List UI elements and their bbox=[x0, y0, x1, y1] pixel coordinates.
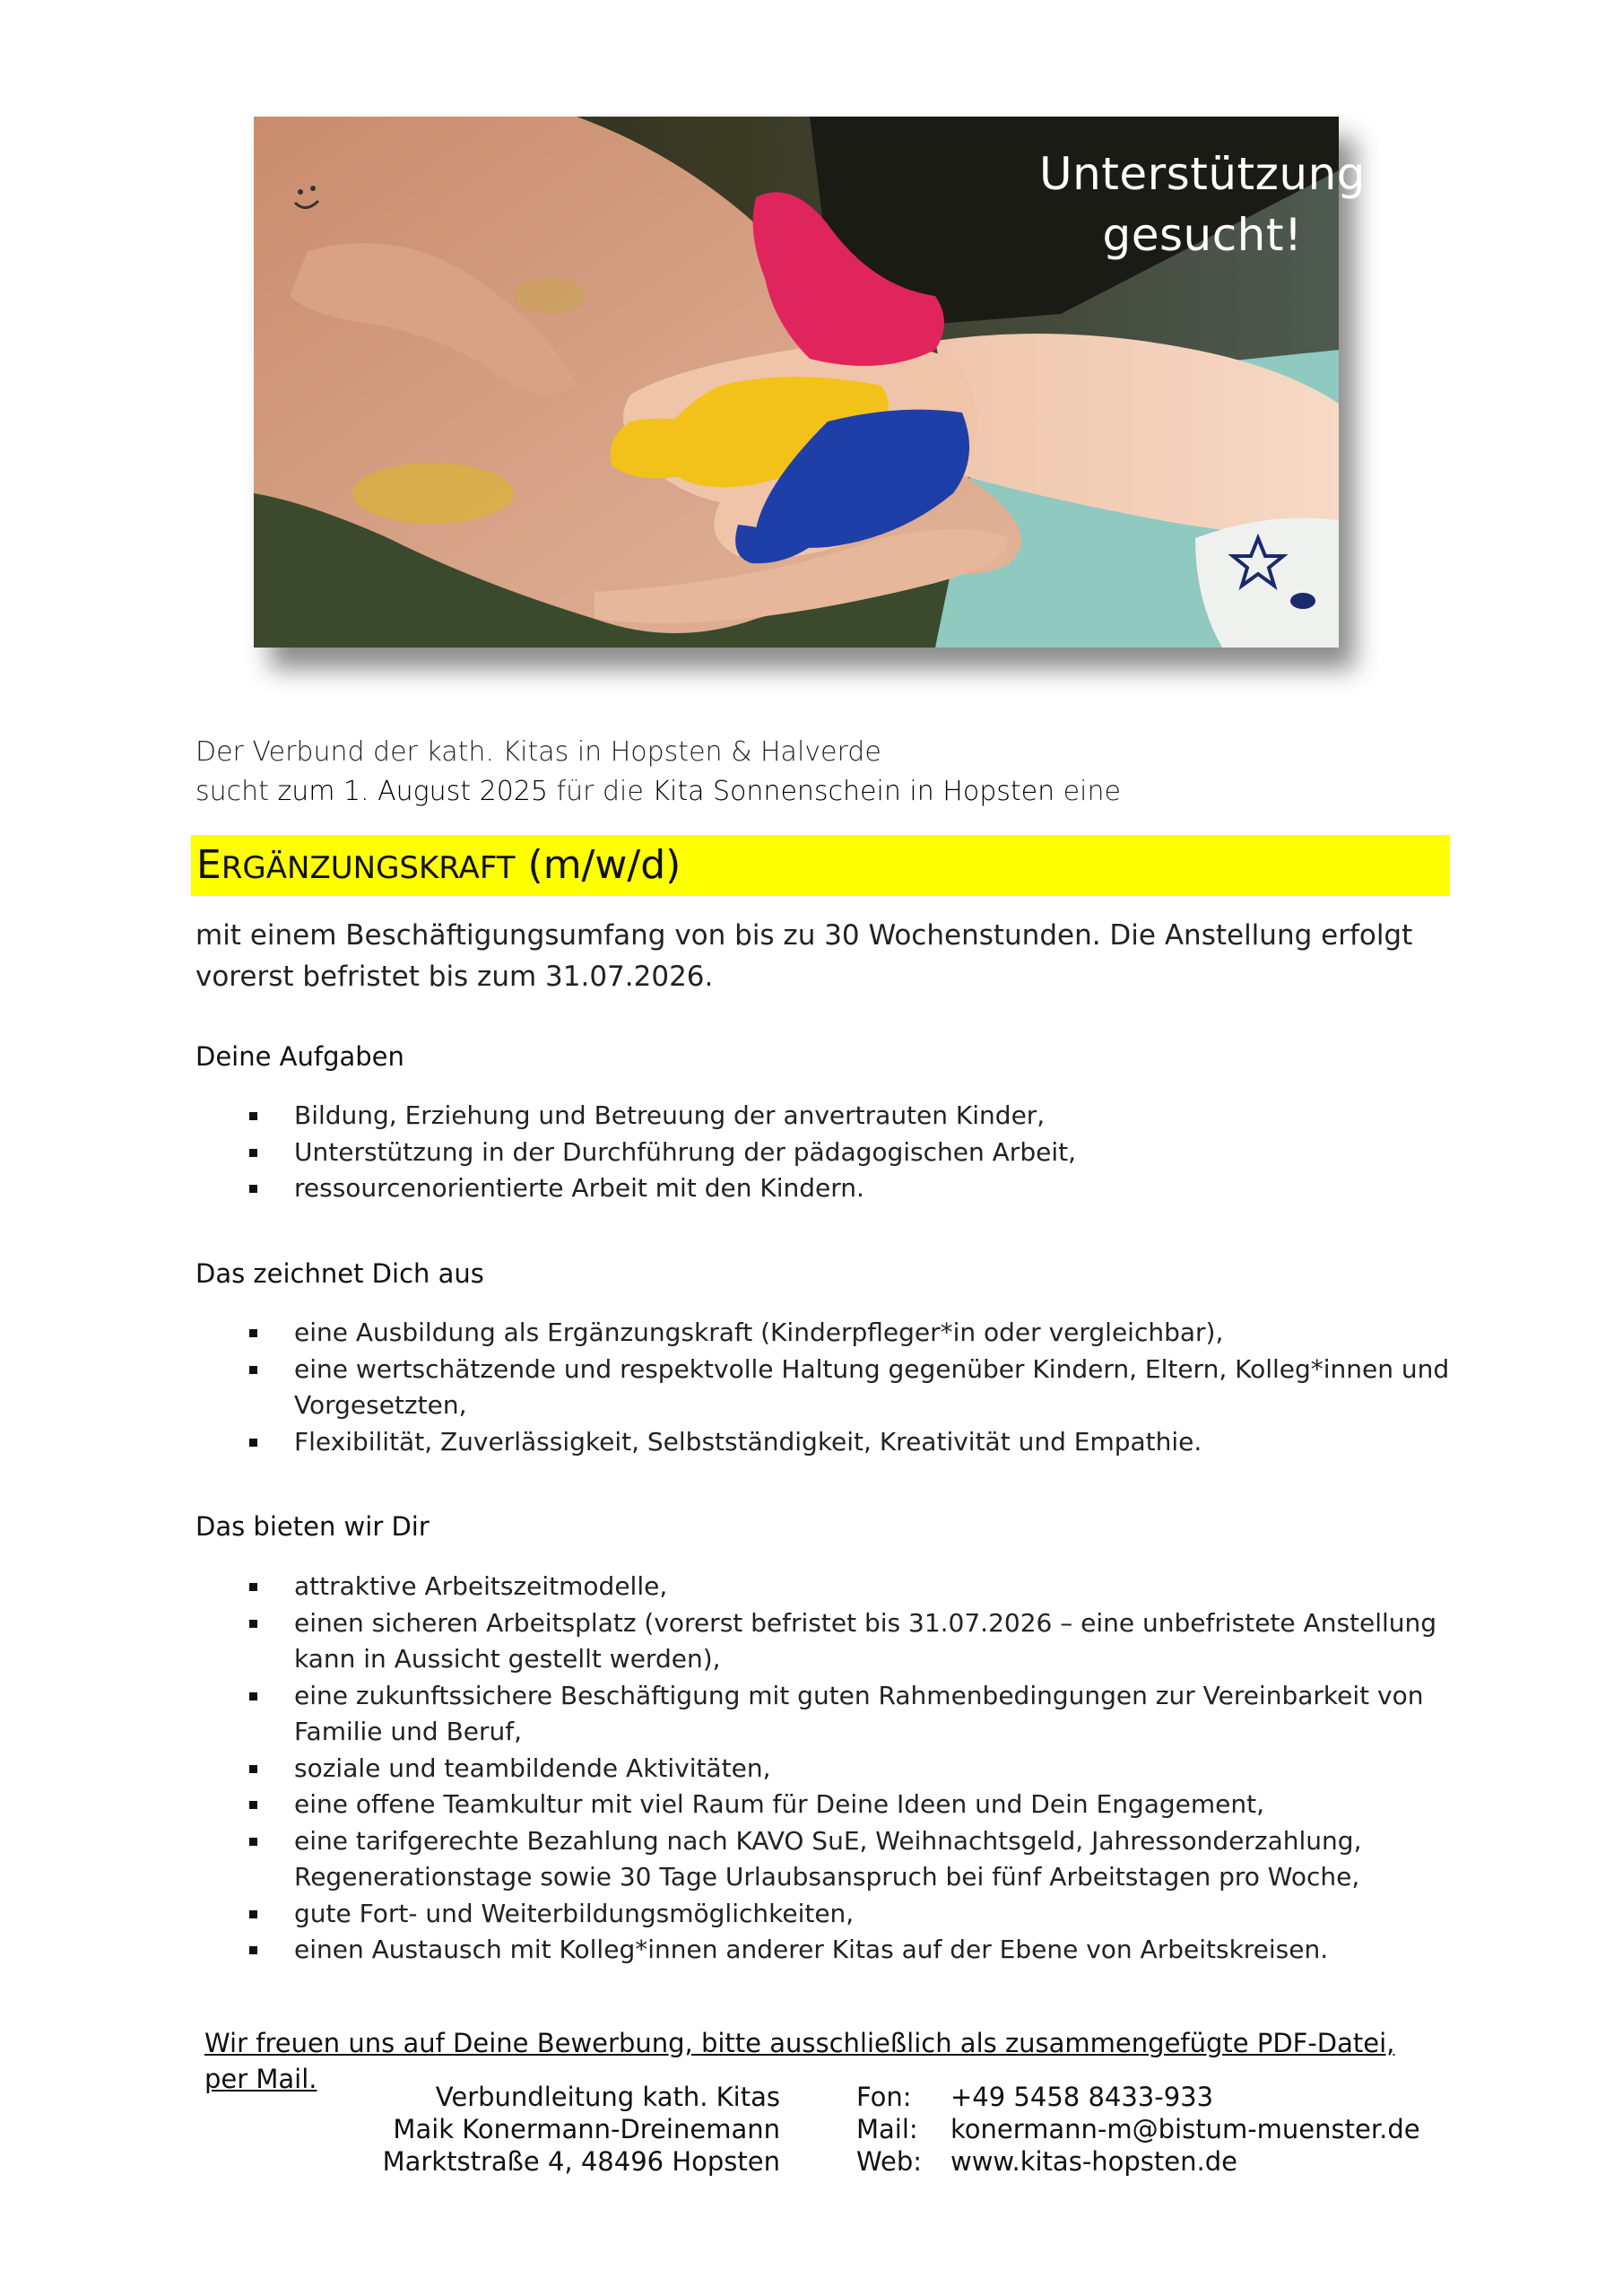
list-item: eine wertschätzende und respektvolle Haltung gegenüber Kindern, Eltern, Kolleg*innen und Vorgesetzten, bbox=[195, 1352, 1451, 1424]
job-title bbox=[191, 835, 1450, 896]
list-item: Unterstützung in der Durchführung der pädagogischen Arbeit, bbox=[195, 1135, 1451, 1171]
offer-heading: Das bieten wir Dir bbox=[195, 1511, 430, 1542]
intro-text bbox=[195, 733, 1451, 812]
start-date: zum 1. August 2025 bbox=[277, 776, 548, 807]
list-item: eine tarifgerechte Bezahlung nach KAVO SuE, Weihnachtsgeld, Jahressonderzahlung, Regenerationstage sowie 30 Tage Urlaubsanspruch bei fünf Arbeitstagen pro Woche, bbox=[195, 1823, 1451, 1896]
contact-web-row bbox=[856, 2145, 1484, 2178]
mail-label: Mail: bbox=[856, 2114, 918, 2144]
job-title-gender: (m/w/d) bbox=[515, 842, 681, 888]
list-item: Bildung, Erziehung und Betreuung der anvertrauten Kinder, bbox=[195, 1098, 1451, 1135]
list-item: gute Fort- und Weiterbildungsmöglichkeiten, bbox=[195, 1896, 1451, 1933]
phone-number[interactable]: +49 5458 8433-933 bbox=[950, 2082, 1214, 2112]
list-item: eine offene Teamkultur mit viel Raum für Deine Ideen und Dein Engagement, bbox=[195, 1787, 1451, 1823]
hero-title bbox=[1023, 144, 1382, 265]
list-item: attraktive Arbeitszeitmodelle, bbox=[195, 1569, 1451, 1605]
list-item: ressourcenorientierte Arbeit mit den Kindern. bbox=[195, 1170, 1451, 1207]
list-item: soziale und teambildende Aktivitäten, bbox=[195, 1751, 1451, 1787]
intro-line-2 bbox=[195, 772, 1451, 812]
hero-title-line2: gesucht! bbox=[1102, 209, 1303, 261]
contact-name: Maik Konermann-Dreinemann bbox=[393, 2114, 780, 2144]
hero-title-line1: Unterstützung bbox=[1038, 148, 1367, 200]
tasks-list bbox=[195, 1098, 1451, 1207]
tasks-heading: Deine Aufgaben bbox=[195, 1041, 404, 1072]
contact-address: Marktstraße 4, 48496 Hopsten bbox=[382, 2146, 780, 2177]
intro-fuer-die: für die bbox=[547, 776, 653, 807]
contact-phone-row bbox=[856, 2081, 1484, 2113]
contact-address-block bbox=[323, 2081, 780, 2178]
offer-list bbox=[195, 1569, 1451, 1969]
list-item: einen sicheren Arbeitsplatz (vorerst befristet bis 31.07.2026 – eine unbefristete Anstellung kann in Aussicht gestellt werden), bbox=[195, 1605, 1451, 1678]
phone-label: Fon: bbox=[856, 2082, 912, 2112]
web-label: Web: bbox=[856, 2146, 922, 2177]
intro-line-1: Der Verbund der kath. Kitas in Hopsten & Halverde bbox=[195, 736, 881, 768]
intro-sucht: sucht bbox=[195, 776, 278, 807]
job-title-smallcaps: RGÄNZUNGSKRAFT bbox=[221, 850, 516, 886]
list-item: eine zukunftssichere Beschäftigung mit guten Rahmenbedingungen zur Vereinbarkeit von Familie und Beruf, bbox=[195, 1678, 1451, 1751]
hero-image bbox=[254, 117, 1367, 648]
job-title-initial: E bbox=[196, 842, 221, 888]
kita-name: Kita Sonnenschein in Hopsten bbox=[652, 776, 1055, 807]
profile-heading: Das zeichnet Dich aus bbox=[195, 1258, 484, 1289]
list-item: eine Ausbildung als Ergänzungskraft (Kinderpfleger*in oder vergleichbar), bbox=[195, 1315, 1451, 1352]
contact-details bbox=[856, 2081, 1484, 2178]
intro-eine: eine bbox=[1055, 776, 1121, 807]
list-item: einen Austausch mit Kolleg*innen anderer Kitas auf der Ebene von Arbeitskreisen. bbox=[195, 1932, 1451, 1969]
email-link[interactable]: konermann-m@bistum-muenster.de bbox=[950, 2114, 1420, 2144]
website-link[interactable]: www.kitas-hopsten.de bbox=[950, 2146, 1237, 2177]
contact-org: Verbundleitung kath. Kitas bbox=[435, 2082, 780, 2112]
profile-list bbox=[195, 1315, 1451, 1460]
job-description: mit einem Beschäftigungsumfang von bis zu 30 Wochenstunden. Die Anstellung erfolgt vorerst befristet bis zum 31.07.2026. bbox=[195, 919, 1413, 993]
list-item: Flexibilität, Zuverlässigkeit, Selbstständigkeit, Kreativität und Empathie. bbox=[195, 1424, 1451, 1461]
contact-mail-row bbox=[856, 2113, 1484, 2145]
application-call-to-action: Wir freuen uns auf Deine Bewerbung, bitte ausschließlich als zusammengefügte PDF-Datei, per Mail. bbox=[204, 2028, 1395, 2094]
